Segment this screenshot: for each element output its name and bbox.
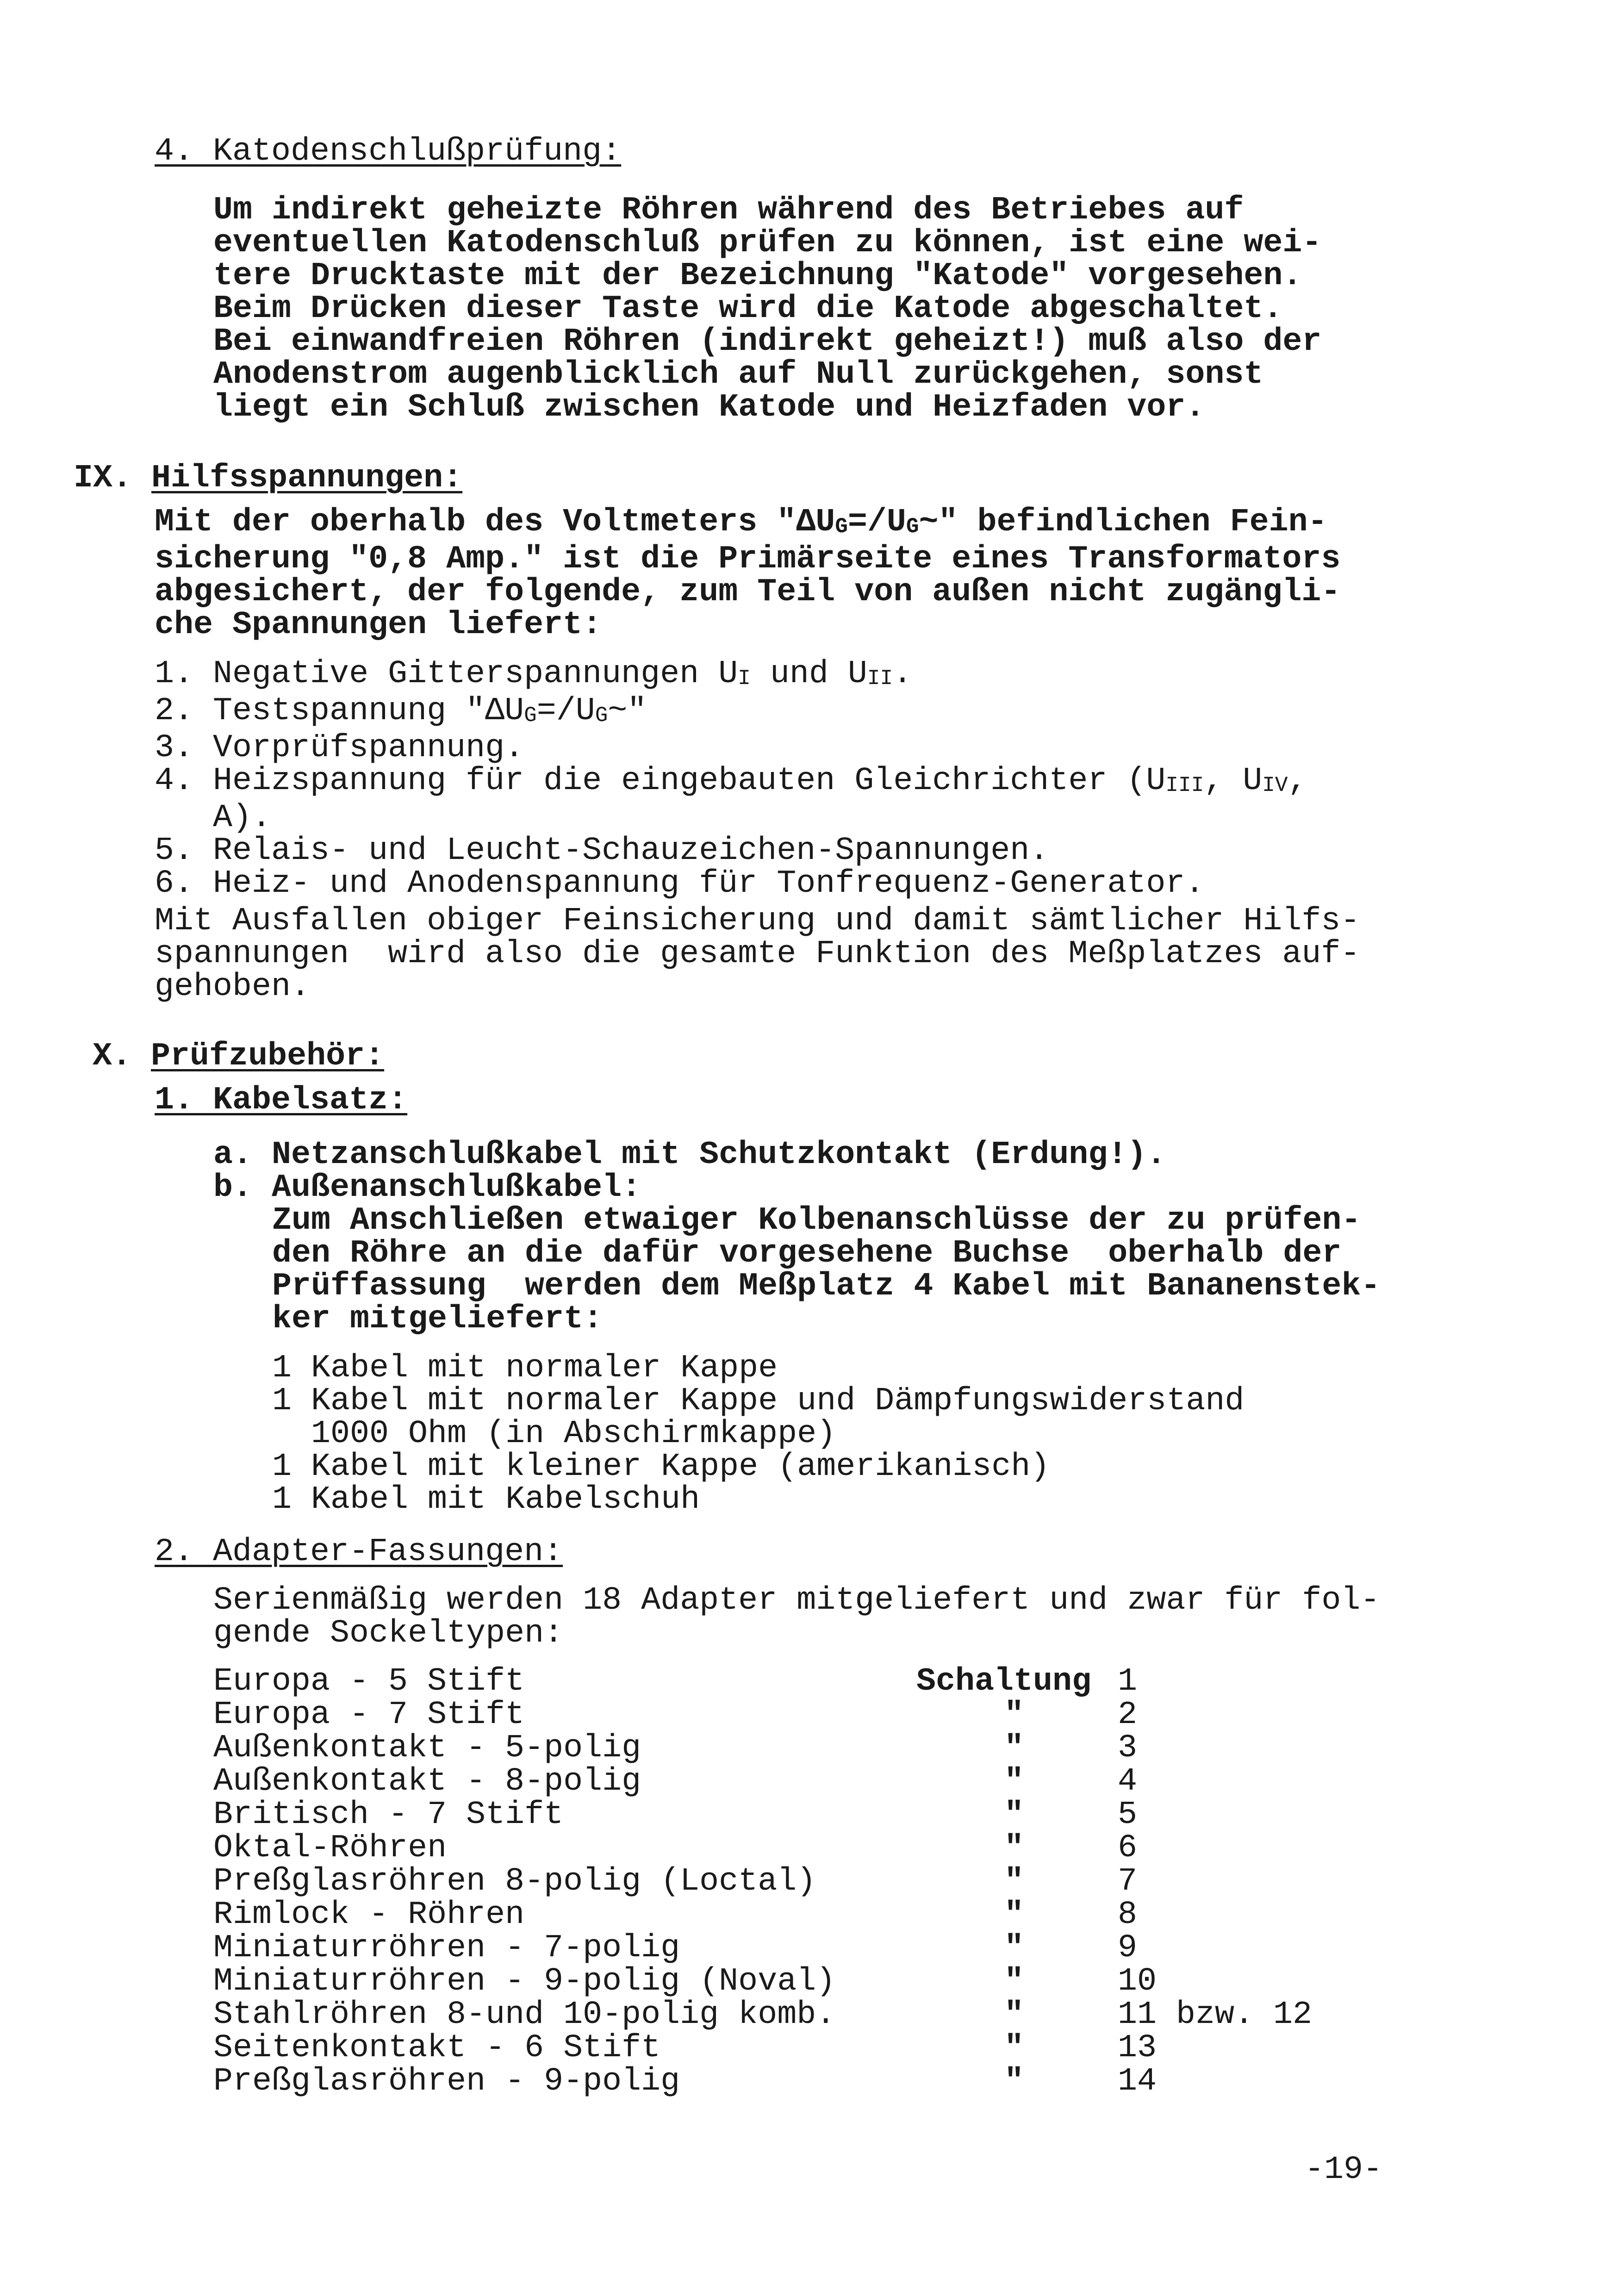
schaltung-label: " bbox=[1004, 1963, 1024, 2000]
socket-name: Rimlock - Röhren bbox=[213, 1897, 525, 1933]
socket-row bbox=[213, 1699, 1509, 1732]
section-number: X. bbox=[93, 1038, 132, 1075]
schaltung-number: 13 bbox=[1118, 2030, 1157, 2066]
schaltung-number: 3 bbox=[1118, 1730, 1138, 1767]
text-line: eventuellen Katodenschluß prüfen zu können, ist eine wei- bbox=[213, 225, 1322, 261]
socket-row bbox=[213, 1932, 1509, 1965]
text-line bbox=[155, 658, 1307, 695]
socket-name: Oktal-Röhren bbox=[213, 1830, 447, 1867]
socket-name: Außenkontakt - 5-polig bbox=[213, 1730, 641, 1767]
section-x-heading bbox=[93, 1040, 384, 1073]
socket-name: Miniaturröhren - 7-polig bbox=[213, 1930, 680, 1966]
text-line: Anodenstrom augenblicklich auf Null zurückgehen, sonst bbox=[213, 356, 1263, 393]
schaltung-label: " bbox=[1004, 1930, 1024, 1966]
socket-name: Preßglasröhren - 9-polig bbox=[213, 2063, 680, 2100]
text-line: 1 Kabel mit normaler Kappe bbox=[272, 1350, 778, 1387]
socket-name: Europa - 5 Stift bbox=[213, 1663, 525, 1700]
subscript: G bbox=[835, 515, 848, 539]
schaltung-number: 14 bbox=[1118, 2063, 1157, 2100]
schaltung-label: " bbox=[1004, 1763, 1024, 1800]
schaltung-number: 1 bbox=[1118, 1663, 1138, 1700]
text-line: 1 Kabel mit kleiner Kappe (amerikanisch) bbox=[272, 1449, 1050, 1485]
socket-row bbox=[213, 1898, 1509, 1932]
text-line: sicherung "0,8 Amp." ist die Primärseite eines Transformators bbox=[155, 541, 1341, 578]
text-line: 3. Vorprüfspannung. bbox=[155, 730, 524, 766]
socket-name: Seitenkontakt - 6 Stift bbox=[213, 2030, 661, 2066]
text-segment: und U bbox=[750, 656, 867, 692]
schaltung-label: " bbox=[1004, 1830, 1024, 1867]
text-line bbox=[155, 765, 1307, 802]
schaltung-label: " bbox=[1004, 2063, 1024, 2100]
socket-table bbox=[213, 1665, 1509, 2100]
text-line: Bei einwandfreien Röhren (indirekt geheizt!) muß also der bbox=[213, 324, 1322, 360]
kabelsatz-item-a: a. Netzanschlußkabel mit Schutzkontakt (Erdung!). bbox=[213, 1137, 1166, 1173]
text-segment: , U bbox=[1204, 763, 1263, 799]
text-segment: . bbox=[893, 656, 913, 692]
socket-row bbox=[213, 1865, 1509, 1898]
text-line: A). bbox=[155, 800, 272, 836]
text-line: Um indirekt geheizte Röhren während des Betriebes auf bbox=[213, 192, 1244, 229]
hilfsspannungen-intro bbox=[155, 506, 1340, 641]
kabelsatz-item-b-text bbox=[272, 1204, 1380, 1336]
section-title: Hilfsspannungen: bbox=[151, 460, 463, 497]
kabelsatz-item-b: b. Außenanschlußkabel: bbox=[213, 1170, 641, 1206]
socket-row bbox=[213, 1998, 1509, 2032]
adapter-heading: 2. Adapter-Fassungen: bbox=[155, 1534, 563, 1570]
schaltung-label: " bbox=[1004, 1797, 1024, 1833]
schaltung-number: 11 bbox=[1118, 1997, 1157, 2033]
schaltung-number: 7 bbox=[1118, 1863, 1138, 1900]
socket-name: Außenkontakt - 8-polig bbox=[213, 1763, 641, 1800]
kabelsatz-heading: 1. Kabelsatz: bbox=[155, 1082, 408, 1119]
text-line: Serienmäßig werden 18 Adapter mitgeliefert und zwar für fol- bbox=[213, 1582, 1380, 1619]
text-line: gende Sockeltypen: bbox=[213, 1615, 564, 1652]
text-segment: 4. Heizspannung für die eingebauten Gleichrichter (U bbox=[155, 763, 1166, 799]
socket-name: Preßglasröhren 8-polig (Loctal) bbox=[213, 1863, 816, 1900]
subscript: G bbox=[524, 703, 537, 728]
text-line: abgesichert, der folgende, zum Teil von außen nicht zugängli- bbox=[155, 574, 1341, 610]
socket-row bbox=[213, 1832, 1509, 1865]
text-line: 1 Kabel mit Kabelschuh bbox=[272, 1481, 700, 1518]
subscript: II bbox=[867, 666, 893, 691]
schaltung-label: Schaltung bbox=[916, 1663, 1092, 1700]
text-line: 5. Relais- und Leucht-Schauzeichen-Spannungen. bbox=[155, 833, 1049, 869]
text-line bbox=[155, 695, 1307, 732]
katodenschluss-paragraph bbox=[213, 194, 1321, 424]
socket-row bbox=[213, 2032, 1509, 2065]
text-segment: ~" befindlichen Fein- bbox=[919, 504, 1327, 541]
subscript: III bbox=[1165, 773, 1204, 797]
text-segment: 2. Testspannung "ΔU bbox=[155, 693, 524, 729]
text-line: 1 Kabel mit normaler Kappe und Dämpfungswiderstand bbox=[272, 1383, 1245, 1419]
text-line: 1000 Ohm (in Abschirmkappe) bbox=[272, 1416, 836, 1452]
text-line: gehoben. bbox=[155, 969, 311, 1005]
adapter-intro bbox=[213, 1584, 1380, 1650]
socket-name: Europa - 7 Stift bbox=[213, 1697, 525, 1733]
text-line bbox=[155, 506, 1340, 543]
socket-name: Britisch - 7 Stift bbox=[213, 1797, 564, 1833]
text-line: spannungen wird also die gesamte Funktion des Meßplatzes auf- bbox=[155, 936, 1360, 972]
socket-row bbox=[213, 1798, 1509, 1832]
schaltung-number: 8 bbox=[1118, 1897, 1138, 1933]
text-line: den Röhre an die dafür vorgesehene Buchse oberhalb der bbox=[272, 1235, 1342, 1272]
schaltung-label: " bbox=[1004, 1897, 1024, 1933]
text-line: Beim Drücken dieser Taste wird die Katode abgeschaltet. bbox=[213, 291, 1283, 327]
schaltung-number: 6 bbox=[1118, 1830, 1138, 1867]
text-segment: =/U bbox=[536, 693, 595, 729]
page-number: -19- bbox=[1305, 2152, 1383, 2188]
schaltung-number: 9 bbox=[1118, 1930, 1138, 1966]
schaltung-extra: bzw. 12 bbox=[1176, 1997, 1313, 2033]
schaltung-label: " bbox=[1004, 1997, 1024, 2033]
text-line: 6. Heiz- und Anodenspannung für Tonfrequenz-Generator. bbox=[155, 865, 1205, 902]
subscript: G bbox=[595, 703, 608, 728]
text-segment: =/U bbox=[847, 504, 906, 541]
hilfsspannungen-closing bbox=[155, 905, 1360, 1003]
schaltung-number: 2 bbox=[1118, 1697, 1138, 1733]
subscript: IV bbox=[1262, 773, 1288, 797]
text-segment: , bbox=[1288, 763, 1307, 799]
subscript: G bbox=[906, 515, 919, 539]
socket-name: Stahlröhren 8-und 10-polig komb. bbox=[213, 1997, 836, 2033]
schaltung-label: " bbox=[1004, 2030, 1024, 2066]
text-line: liegt ein Schluß zwischen Katode und Heizfaden vor. bbox=[213, 389, 1205, 426]
socket-row bbox=[213, 2065, 1509, 2098]
socket-row bbox=[213, 1732, 1509, 1765]
schaltung-number: 10 bbox=[1118, 1963, 1157, 2000]
text-line: Prüffassung werden dem Meßplatz 4 Kabel mit Bananenstek- bbox=[272, 1268, 1381, 1305]
socket-row bbox=[213, 1765, 1509, 1798]
schaltung-label: " bbox=[1004, 1730, 1024, 1767]
socket-row bbox=[213, 1665, 1509, 1699]
section-title: Prüfzubehör: bbox=[151, 1038, 385, 1075]
text-line: che Spannungen liefert: bbox=[155, 607, 602, 643]
subscript: I bbox=[738, 666, 751, 691]
text-line: ker mitgeliefert: bbox=[272, 1301, 603, 1338]
socket-row bbox=[213, 1965, 1509, 1998]
section-number: IX. bbox=[74, 460, 132, 497]
text-line: Mit Ausfallen obiger Feinsicherung und damit sämtlicher Hilfs- bbox=[155, 903, 1360, 940]
schaltung-number: 4 bbox=[1118, 1763, 1138, 1800]
cable-list bbox=[272, 1352, 1244, 1516]
text-segment: 1. Negative Gitterspannungen U bbox=[155, 656, 738, 692]
text-segment: ~" bbox=[608, 693, 647, 729]
hilfsspannungen-list bbox=[155, 658, 1307, 900]
schaltung-label: " bbox=[1004, 1863, 1024, 1900]
schaltung-label: " bbox=[1004, 1697, 1024, 1733]
text-segment: Mit der oberhalb des Voltmeters "ΔU bbox=[155, 504, 835, 541]
section-ix-heading bbox=[74, 462, 462, 495]
text-line: tere Drucktaste mit der Bezeichnung "Katode" vorgesehen. bbox=[213, 258, 1302, 294]
schaltung-number: 5 bbox=[1118, 1797, 1138, 1833]
text-line: Zum Anschließen etwaiger Kolbenanschlüsse der zu prüfen- bbox=[272, 1202, 1361, 1239]
socket-name: Miniaturröhren - 9-polig (Noval) bbox=[213, 1963, 836, 2000]
section-heading-katodenschlusspruefung: 4. Katodenschlußprüfung: bbox=[155, 133, 622, 170]
